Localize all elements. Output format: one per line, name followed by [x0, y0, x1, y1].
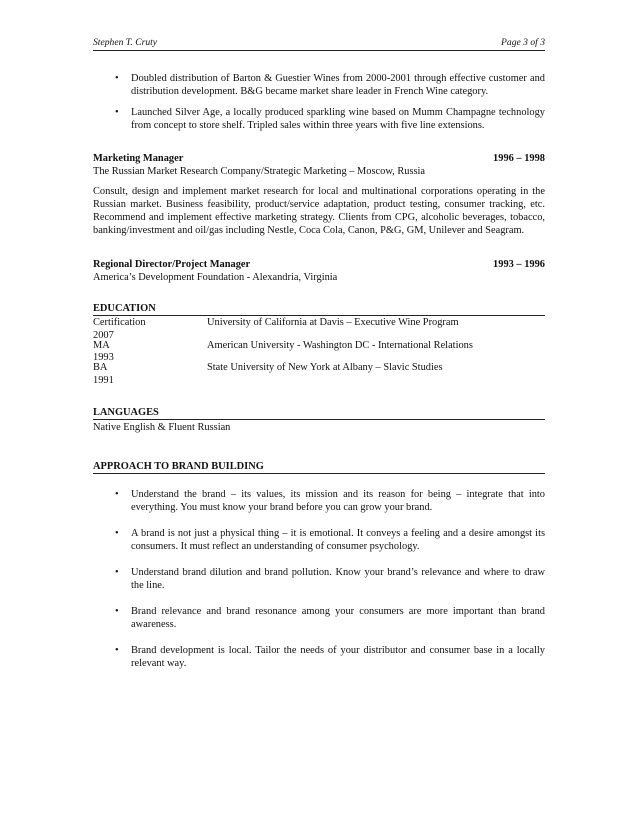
- header-page-number: Page 3 of 3: [501, 37, 545, 48]
- education-year: 1993: [93, 352, 114, 363]
- header-name: Stephen T. Cruty: [93, 37, 158, 48]
- bullet-icon: •: [115, 528, 119, 539]
- job-dates: 1993 – 1996: [493, 259, 545, 270]
- job-description: Consult, design and implement market research for local and multinational corporations operating in the Russian market. Business feasibility, product/service adaptation, product testing, consumer tracking, etc. Recommend and implement effective marketing strategy. Clients from CPG, alcoholic beverages, tobacco, banking/investment and oil/gas including Nestle, Coca Cola, Canon, P&G, GM, Unilever and Seagram.: [93, 186, 545, 236]
- education-row: [93, 339, 545, 352]
- languages-heading: LANGUAGES: [93, 406, 545, 420]
- bullet-icon: •: [115, 73, 119, 84]
- page-header: [93, 36, 545, 51]
- bullet-icon: •: [115, 567, 119, 578]
- job-company: America’s Development Foundation - Alexandria, Virginia: [93, 272, 338, 283]
- school: American University - Washington DC - International Relations: [207, 340, 473, 351]
- list-item: • Understand brand dilution and brand pollution. Know your brand’s relevance and where to draw the line.: [115, 567, 545, 591]
- achievement-list: [93, 72, 545, 140]
- list-item: • Brand relevance and brand resonance among your consumers are more important than brand awareness.: [115, 606, 545, 630]
- education-year: 2007: [93, 330, 114, 341]
- languages-text: Native English & Fluent Russian: [93, 422, 231, 433]
- education-heading: EDUCATION: [93, 302, 545, 316]
- bullet-icon: •: [115, 489, 119, 500]
- job-marketing-manager: [93, 152, 545, 178]
- education-row: [93, 316, 545, 329]
- degree: MA: [93, 340, 110, 351]
- degree: BA: [93, 362, 108, 373]
- degree: Certification: [93, 317, 146, 328]
- job-title: Marketing Manager: [93, 153, 184, 164]
- education-year: 1991: [93, 375, 114, 386]
- bullet-icon: •: [115, 107, 119, 118]
- job-title: Regional Director/Project Manager: [93, 259, 251, 270]
- list-item: • Understand the brand – its values, its mission and its reason for being – integrate that into everything. You must know your brand before you can grow your brand.: [115, 489, 545, 513]
- education-row: [93, 361, 545, 374]
- brand-building-list: [93, 488, 545, 683]
- list-item: • Doubled distribution of Barton & Guestier Wines from 2000-2001 through effective customer and distribution development. B&G became market share leader in French Wine category.: [115, 73, 545, 97]
- school: State University of New York at Albany – Slavic Studies: [207, 362, 443, 373]
- job-regional-director: [93, 258, 545, 284]
- job-dates: 1996 – 1998: [493, 153, 545, 164]
- bullet-icon: •: [115, 645, 119, 656]
- school: University of California at Davis – Executive Wine Program: [207, 317, 459, 328]
- bullet-icon: •: [115, 606, 119, 617]
- list-item: • Brand development is local. Tailor the needs of your distributor and consumer base in a locally relevant way.: [115, 645, 545, 669]
- list-item: • A brand is not just a physical thing – it is emotional. It conveys a feeling and a desire amongst its consumers. It must reflect an understanding of consumer psychology.: [115, 528, 545, 552]
- job-company: The Russian Market Research Company/Strategic Marketing – Moscow, Russia: [93, 166, 426, 177]
- brand-building-heading: APPROACH TO BRAND BUILDING: [93, 460, 545, 474]
- list-item: • Launched Silver Age, a locally produced sparkling wine based on Mumm Champagne technology from concept to store shelf. Tripled sales within three years with five line extensions.: [115, 107, 545, 131]
